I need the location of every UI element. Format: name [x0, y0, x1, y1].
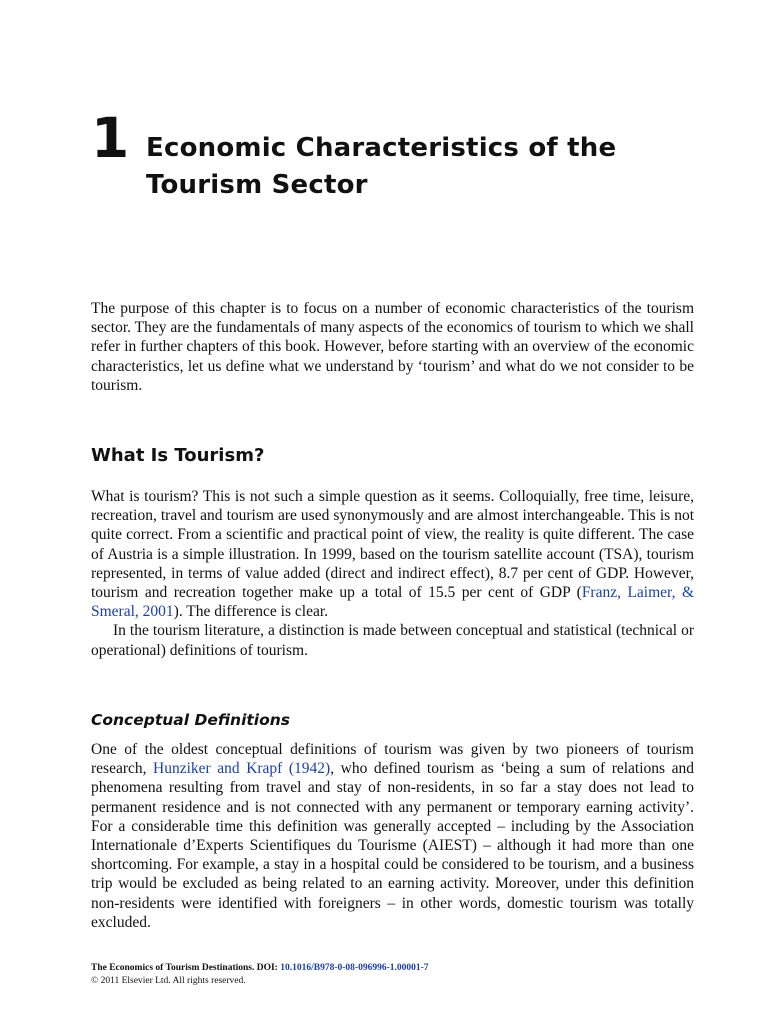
citation-link-hunziker-1942[interactable]: Hunziker and Krapf (1942)	[153, 760, 331, 778]
subsection-heading-conceptual-definitions: Conceptual Definitions	[91, 711, 291, 729]
section-paragraph-2: In the tourism literature, a distinction is made between conceptual and statistical (technical or operational) definitions of tourism.	[91, 622, 694, 659]
intro-paragraph: The purpose of this chapter is to focus on a number of economic characteristics of the tourism sector. They are the fundamentals of many aspects of the economics of tourism to which we shall refer in further chapters of this book. However, before starting with an overview of the economic characteristics, let us define what we understand by ‘tourism’ and what do we not consider to be tourism.	[91, 300, 694, 394]
chapter-number: 1	[91, 106, 130, 170]
footer-book-title: The Economics of Tourism Destinations. DOI:	[91, 963, 281, 973]
chapter-title	[146, 130, 706, 204]
paragraph-text: One of the oldest conceptual definitions of tourism was given by two pioneers of tourism research,	[91, 741, 694, 778]
footer-copyright: © 2011 Elsevier Ltd. All rights reserved.	[91, 975, 246, 986]
footer-book-line	[91, 962, 694, 975]
subsection-paragraph-1	[91, 740, 694, 932]
section-heading-what-is-tourism: What Is Tourism?	[91, 445, 265, 466]
citation-link-franz-2001[interactable]: Franz, Laimer, & Smeral, 2001	[91, 584, 694, 621]
chapter-title-line-2: Tourism Sector	[146, 170, 368, 200]
paragraph-text: ). The difference is clear.	[173, 603, 329, 621]
chapter-title-line-1: Economic Characteristics of the	[146, 133, 617, 163]
footer-doi-link[interactable]: 10.1016/B978-0-08-096996-1.00001-7	[280, 963, 429, 973]
paragraph-text: , who defined tourism as ‘being a sum of relations and phenomena resulting from travel and stay of non-residents, in so far a stay does not lead to permanent residence and is not connected with any permanent or temporary earning activity’. For a considerable time this definition was generally accepted – including by the Association Internationale d’Experts Scientifiques du Tourisme (AIEST) – although it had more than one shortcoming. For example, a stay in a hospital could be considered to be tourism, and a business trip would be excluded as being related to an earning activity. Moreover, under this definition non-residents were identified with foreigners – in other words, domestic tourism was totally excluded.	[91, 760, 694, 931]
paragraph-text: What is tourism? This is not such a simple question as it seems. Colloquially, free time, leisure, recreation, travel and tourism are used synonymously and are almost interchangeable. This is not quite correct. From a scientific and practical point of view, the reality is quite different. The case of Austria is a simple illustration. In 1999, based on the tourism satellite account (TSA), tourism represented, in terms of value added (direct and indirect effect), 8.7 per cent of GDP. However, tourism and recreation together make up a total of 15.5 per cent of GDP (	[91, 488, 694, 602]
page-footer	[91, 962, 694, 987]
section-paragraph-1	[91, 487, 694, 660]
